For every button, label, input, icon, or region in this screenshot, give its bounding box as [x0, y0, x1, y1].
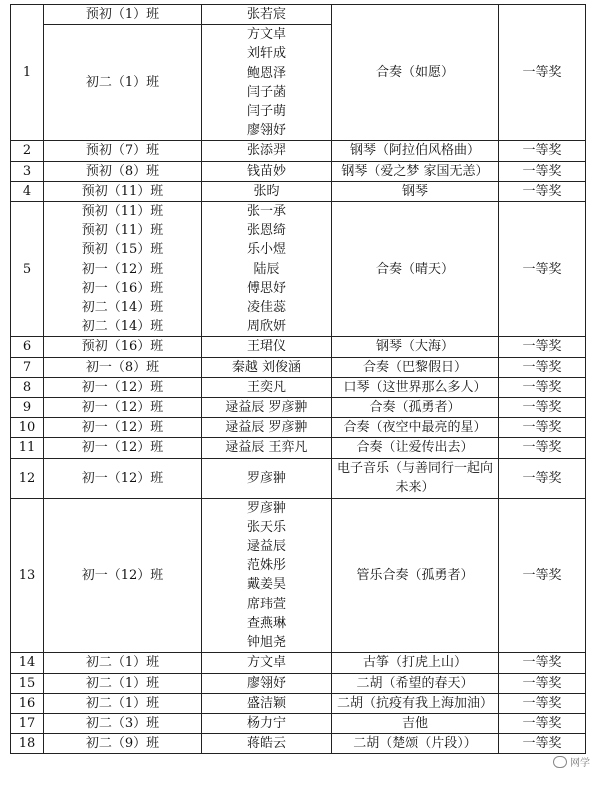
name-line: 廖翎妤	[246, 675, 286, 691]
name-line: 罗彦翀	[246, 470, 286, 486]
name-line: 蒋皓云	[246, 736, 286, 752]
table-row	[11, 377, 586, 397]
class-cell	[44, 337, 202, 357]
award-cell: 一等奖	[499, 673, 586, 693]
program-cell: 钢琴	[332, 181, 499, 201]
names-cell	[202, 357, 332, 377]
names-cell	[202, 713, 332, 733]
name-line: 查燕琳	[246, 615, 286, 631]
watermark	[553, 754, 590, 769]
class-line: 初一（12）班	[81, 420, 164, 436]
names-cell	[202, 5, 332, 25]
class-cell	[44, 458, 202, 498]
names-cell	[202, 418, 332, 438]
names-cell	[202, 202, 332, 337]
program-cell: 古筝（打虎上山）	[332, 653, 499, 673]
names-cell	[202, 693, 332, 713]
table-row	[11, 653, 586, 673]
name-line: 闫子萌	[246, 104, 286, 120]
class-cell	[44, 438, 202, 458]
program-cell: 钢琴（阿拉伯风格曲）	[332, 141, 499, 161]
class-line: 初二（3）班	[85, 715, 160, 731]
class-cell	[44, 673, 202, 693]
name-line: 方文卓	[246, 655, 286, 671]
name-line: 戴姜昊	[246, 577, 286, 593]
class-line: 初一（16）班	[81, 280, 164, 296]
class-cell	[44, 161, 202, 181]
name-line: 乐小煜	[246, 242, 286, 258]
award-cell: 一等奖	[499, 161, 586, 181]
program-cell: 管乐合奏（孤勇者）	[332, 498, 499, 653]
program-cell: 合奏（夜空中最亮的星）	[332, 418, 499, 438]
row-number: 11	[11, 438, 44, 458]
name-line: 张若宸	[246, 7, 286, 22]
row-number: 15	[11, 673, 44, 693]
table-row	[11, 141, 586, 161]
class-line: 初一（12）班	[81, 470, 164, 486]
name-line: 逯益辰	[246, 539, 286, 555]
award-cell: 一等奖	[499, 713, 586, 733]
name-line: 张一承	[246, 204, 286, 220]
row-number: 18	[11, 734, 44, 754]
table-row	[11, 734, 586, 754]
class-line: 初二（1）班	[85, 675, 160, 691]
name-line: 王奕凡	[246, 379, 286, 395]
table-row	[11, 438, 586, 458]
watermark-text: 网学	[570, 758, 590, 769]
class-line: 初二（1）班	[85, 695, 160, 711]
row-number: 3	[11, 161, 44, 181]
name-line: 张添羿	[246, 143, 286, 159]
names-cell	[202, 141, 332, 161]
names-cell	[202, 161, 332, 181]
row-number: 9	[11, 398, 44, 418]
class-line: 预初（7）班	[85, 143, 160, 159]
class-line: 初一（8）班	[85, 359, 160, 375]
name-line: 刘轩成	[246, 46, 286, 62]
award-cell: 一等奖	[499, 202, 586, 337]
name-line: 范姝彤	[246, 558, 286, 574]
names-cell	[202, 398, 332, 418]
award-cell: 一等奖	[499, 653, 586, 673]
class-cell	[44, 202, 202, 337]
table-row	[11, 458, 586, 498]
names-cell	[202, 653, 332, 673]
award-cell: 一等奖	[499, 734, 586, 754]
wechat-icon	[553, 756, 567, 768]
name-line: 傅思妤	[246, 280, 286, 296]
names-cell	[202, 458, 332, 498]
names-cell	[202, 377, 332, 397]
table-row	[11, 398, 586, 418]
award-cell: 一等奖	[499, 377, 586, 397]
name-line: 闫子菡	[246, 84, 286, 100]
table-row	[11, 181, 586, 201]
class-line: 预初（11）班	[81, 183, 164, 199]
name-line: 逯益辰 罗彦翀	[225, 400, 308, 416]
name-line: 廖翎妤	[246, 123, 286, 139]
row-number: 17	[11, 713, 44, 733]
program-cell: 合奏（晴天）	[332, 202, 499, 337]
name-line: 盛洁颖	[246, 695, 286, 711]
table-row	[11, 498, 586, 653]
award-cell: 一等奖	[499, 693, 586, 713]
name-line: 张恩绮	[246, 223, 286, 239]
table-row	[11, 161, 586, 181]
name-line: 张昀	[253, 183, 280, 199]
class-line: 初二（1）班	[85, 75, 160, 91]
class-cell	[44, 653, 202, 673]
class-line: 初二（9）班	[85, 736, 160, 752]
award-cell: 一等奖	[499, 141, 586, 161]
class-line: 初一（12）班	[81, 261, 164, 277]
row-number: 7	[11, 357, 44, 377]
row-number: 5	[11, 202, 44, 337]
table-row	[11, 5, 586, 25]
class-line: 预初（1）班	[85, 7, 160, 22]
table-row	[11, 713, 586, 733]
name-line: 王珺仪	[246, 339, 286, 355]
class-cell	[44, 181, 202, 201]
award-cell: 一等奖	[499, 438, 586, 458]
row-number: 13	[11, 498, 44, 653]
name-line: 杨力宁	[246, 715, 286, 731]
names-cell	[202, 25, 332, 141]
program-cell: 合奏（让爱传出去）	[332, 438, 499, 458]
name-line: 罗彦翀	[246, 500, 286, 516]
program-cell: 二胡（楚颂（片段））	[332, 734, 499, 754]
table-row	[11, 673, 586, 693]
row-number: 12	[11, 458, 44, 498]
program-cell: 吉他	[332, 713, 499, 733]
row-number: 10	[11, 418, 44, 438]
class-cell	[44, 5, 202, 25]
table-row	[11, 337, 586, 357]
award-table-body	[11, 5, 586, 754]
name-line: 陆辰	[253, 261, 280, 277]
name-line: 张天乐	[246, 519, 286, 535]
names-cell	[202, 673, 332, 693]
table-row	[11, 357, 586, 377]
table-row	[11, 202, 586, 337]
class-cell	[44, 418, 202, 438]
names-cell	[202, 498, 332, 653]
class-cell	[44, 498, 202, 653]
program-cell: 口琴（这世界那么多人）	[332, 377, 499, 397]
award-table	[10, 4, 586, 754]
name-line: 方文卓	[246, 27, 286, 43]
row-number: 16	[11, 693, 44, 713]
award-cell: 一等奖	[499, 181, 586, 201]
award-cell: 一等奖	[499, 398, 586, 418]
name-line: 席玮萱	[246, 596, 286, 612]
program-cell: 合奏（巴黎假日）	[332, 357, 499, 377]
award-cell: 一等奖	[499, 418, 586, 438]
program-cell: 合奏（孤勇者）	[332, 398, 499, 418]
name-line: 秦越 刘俊涵	[231, 359, 302, 375]
class-cell	[44, 713, 202, 733]
award-cell: 一等奖	[499, 458, 586, 498]
table-row	[11, 693, 586, 713]
class-line: 预初（15）班	[81, 242, 164, 258]
names-cell	[202, 438, 332, 458]
program-cell: 合奏（如愿）	[332, 5, 499, 141]
award-cell: 一等奖	[499, 337, 586, 357]
row-number: 8	[11, 377, 44, 397]
class-line: 预初（8）班	[85, 163, 160, 179]
row-number: 1	[11, 5, 44, 141]
award-cell: 一等奖	[499, 498, 586, 653]
class-cell	[44, 693, 202, 713]
award-cell: 一等奖	[499, 357, 586, 377]
name-line: 钱苗妙	[246, 163, 286, 179]
table-row	[11, 418, 586, 438]
class-line: 初二（1）班	[85, 655, 160, 671]
names-cell	[202, 734, 332, 754]
class-line: 初一（12）班	[81, 379, 164, 395]
class-line: 预初（11）班	[81, 223, 164, 239]
class-cell	[44, 25, 202, 141]
row-number: 4	[11, 181, 44, 201]
class-cell	[44, 377, 202, 397]
class-line: 初二（14）班	[81, 319, 164, 335]
program-cell: 二胡（希望的春天）	[332, 673, 499, 693]
name-line: 逯益辰 王弈凡	[225, 440, 308, 456]
class-line: 初一（12）班	[81, 400, 164, 416]
name-line: 逯益辰 罗彦翀	[225, 420, 308, 436]
class-cell	[44, 357, 202, 377]
program-cell: 二胡（抗疫有我上海加油）	[332, 693, 499, 713]
class-line: 初一（12）班	[81, 567, 164, 583]
program-cell: 电子音乐（与善同行一起向未来）	[332, 458, 499, 498]
class-cell	[44, 398, 202, 418]
class-cell	[44, 734, 202, 754]
names-cell	[202, 181, 332, 201]
program-cell: 钢琴（爱之梦 家国无恙）	[332, 161, 499, 181]
class-line: 初一（12）班	[81, 440, 164, 456]
name-line: 周欣妍	[246, 319, 286, 335]
row-number: 2	[11, 141, 44, 161]
row-number: 14	[11, 653, 44, 673]
class-line: 初二（14）班	[81, 300, 164, 316]
name-line: 钟旭尧	[246, 635, 286, 651]
names-cell	[202, 337, 332, 357]
name-line: 凌佳蕊	[246, 300, 286, 316]
class-line: 预初（16）班	[81, 339, 164, 355]
class-line: 预初（11）班	[81, 204, 164, 220]
class-cell	[44, 141, 202, 161]
row-number: 6	[11, 337, 44, 357]
name-line: 鲍恩泽	[246, 65, 286, 81]
program-cell: 钢琴（大海）	[332, 337, 499, 357]
award-cell: 一等奖	[499, 5, 586, 141]
